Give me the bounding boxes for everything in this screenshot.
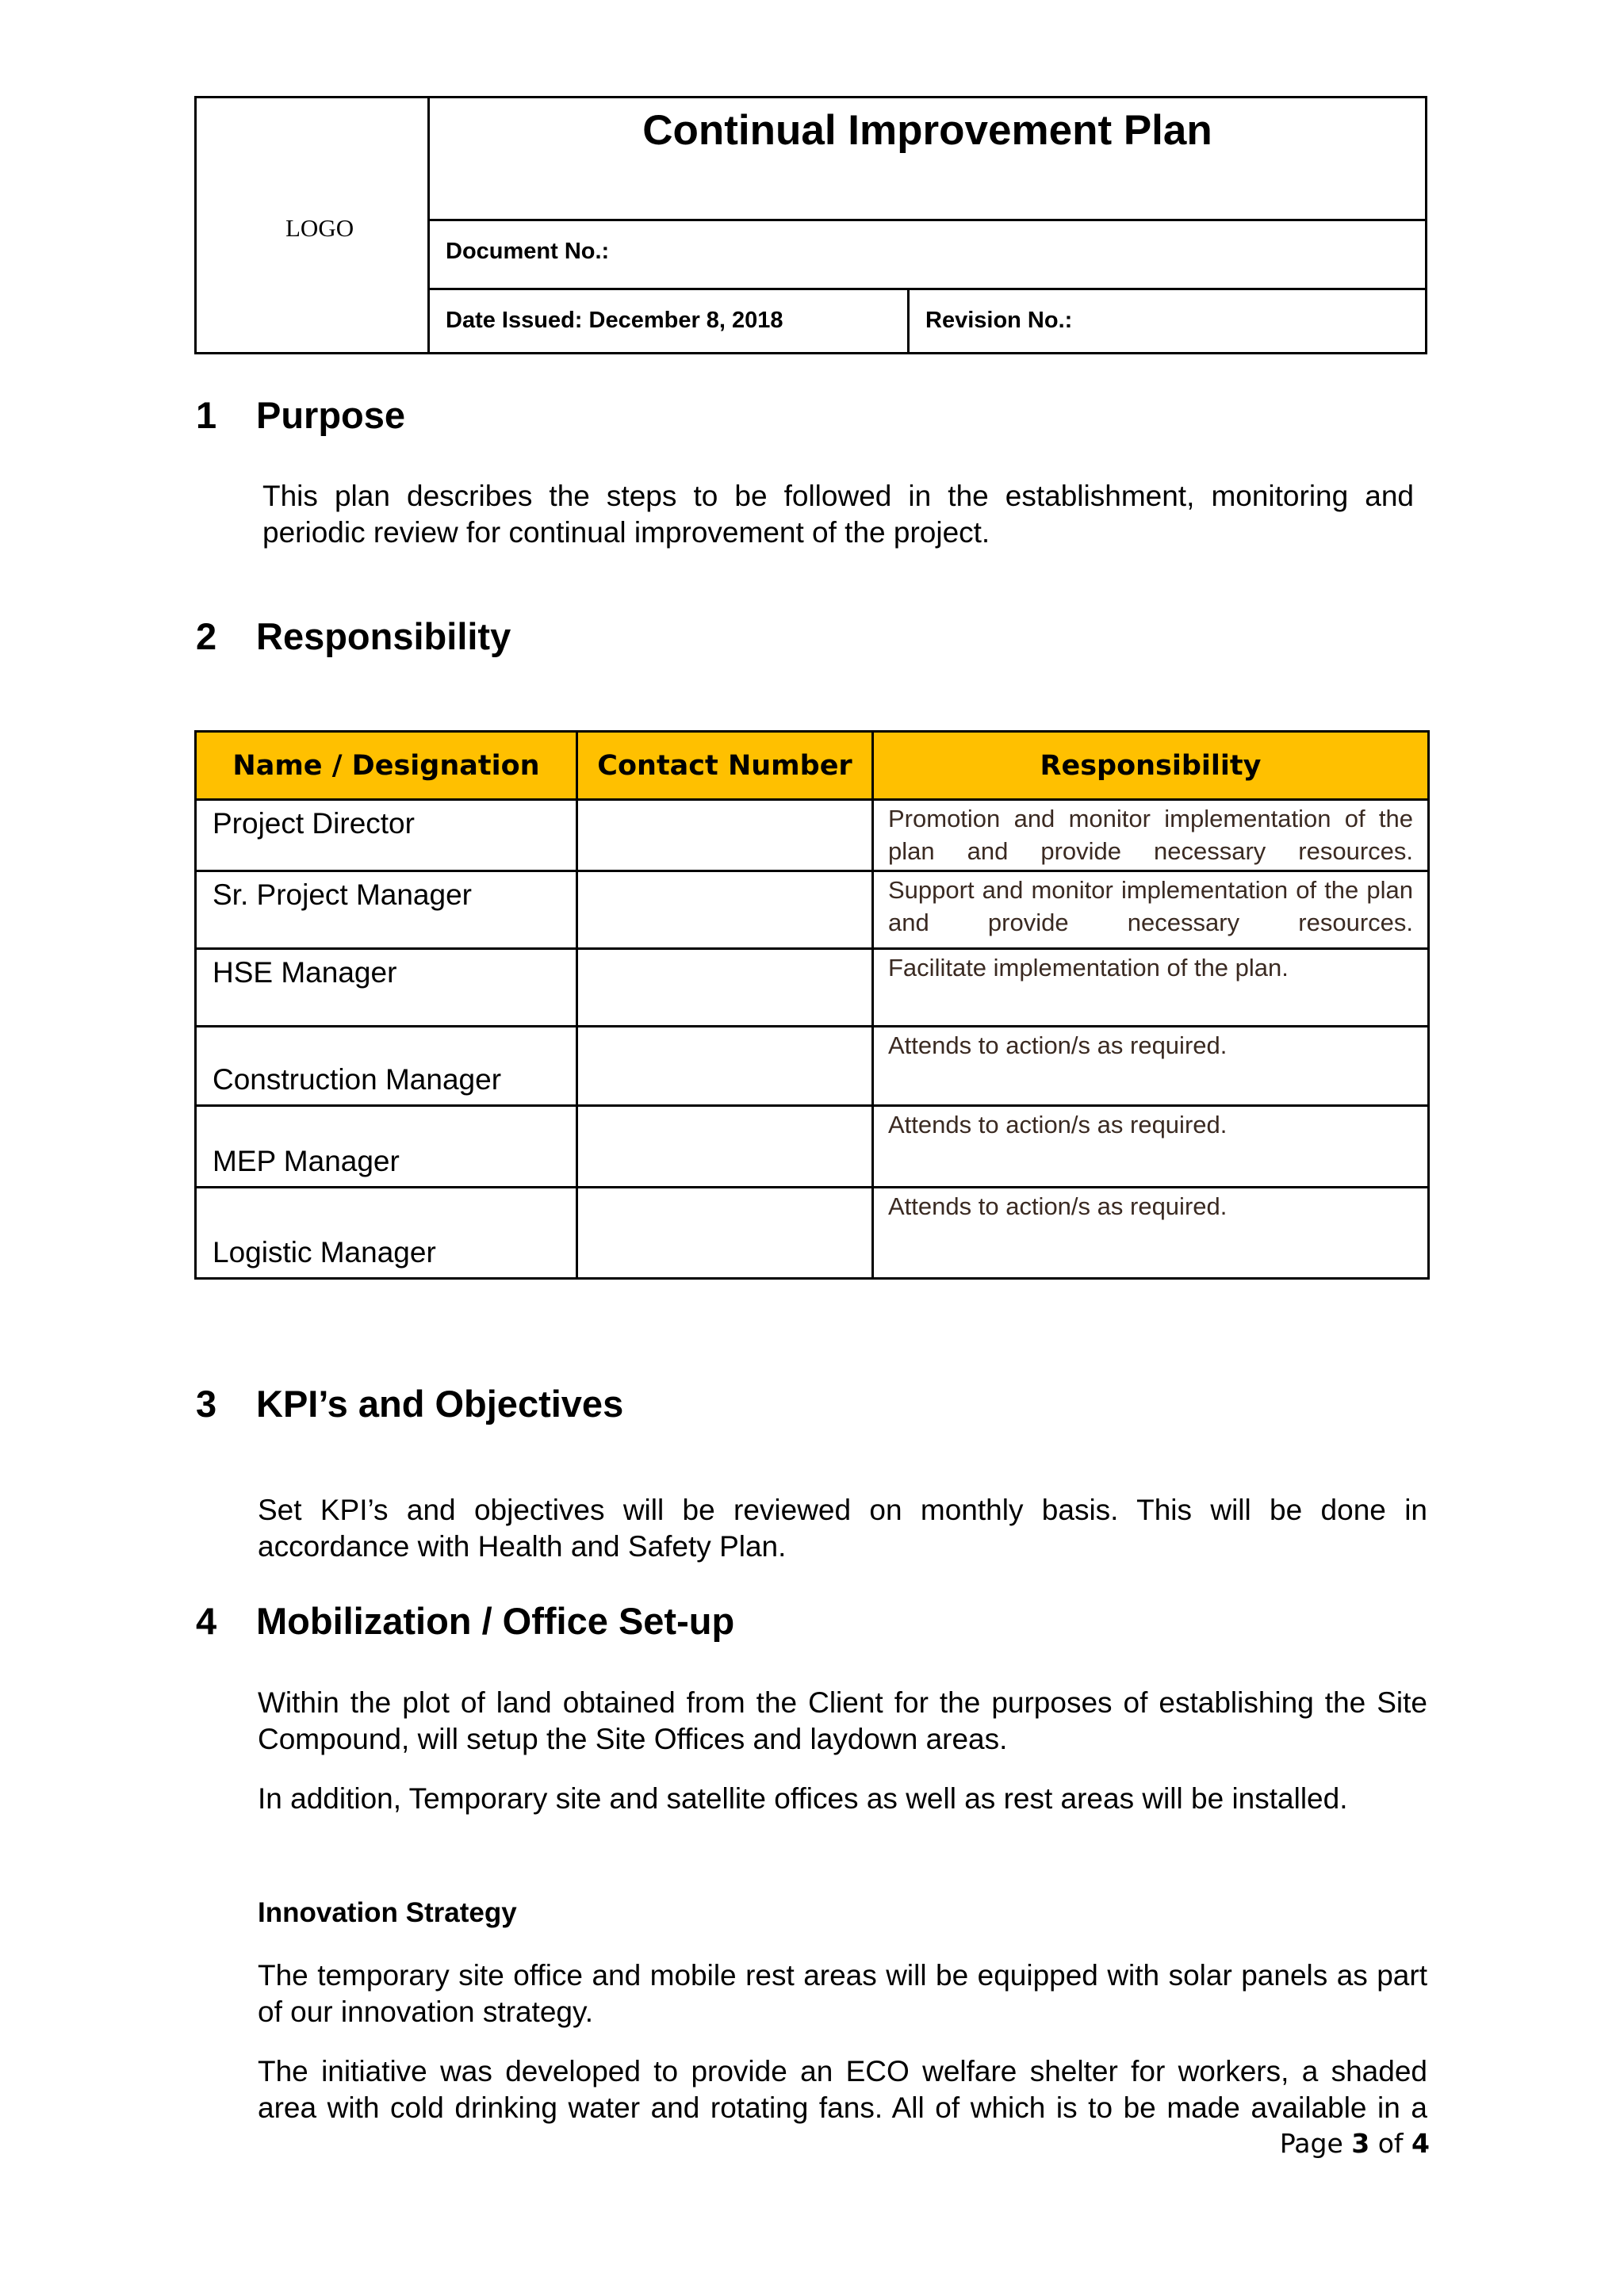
cell-name: Project Director	[196, 800, 577, 871]
page-current: 3	[1351, 2128, 1370, 2159]
cell-responsibility: Facilitate implementation of the plan.	[873, 949, 1429, 1027]
page-footer	[1280, 2128, 1430, 2159]
cell-name: MEP Manager	[196, 1106, 577, 1188]
logo-cell	[197, 98, 430, 352]
responsibility-table	[194, 730, 1430, 1280]
section-1-number: 1	[196, 394, 217, 436]
section-2-title: Responsibility	[256, 615, 511, 657]
revision-number: Revision No.:	[925, 308, 1073, 333]
cell-contact	[577, 1106, 873, 1188]
cell-responsibility: Attends to action/s as required.	[873, 1188, 1429, 1279]
mobilization-paragraph-2: In addition, Temporary site and satellite offices as well as rest areas will be installed.	[258, 1782, 1348, 1815]
table-header-row	[196, 732, 1429, 800]
cell-responsibility: Support and monitor implementation of the plan and provide necessary resources.	[873, 871, 1429, 949]
cell-name: Sr. Project Manager	[196, 871, 577, 949]
section-4-number: 4	[196, 1600, 217, 1642]
innovation-strategy-heading: Innovation Strategy	[258, 1897, 517, 1928]
page-total: 4	[1411, 2128, 1430, 2159]
table-row	[196, 871, 1429, 949]
cell-contact	[577, 1188, 873, 1279]
section-3-number: 3	[196, 1383, 217, 1425]
cell-name: HSE Manager	[196, 949, 577, 1027]
cell-contact	[577, 800, 873, 871]
table-row	[196, 800, 1429, 871]
page-word: Page	[1279, 2128, 1343, 2159]
table-row	[196, 949, 1429, 1027]
document-title: Continual Improvement Plan	[430, 98, 1425, 221]
innovation-paragraph-1: The temporary site office and mobile rest areas will be equipped with solar panels as part of our innovation strategy.	[258, 1959, 1427, 2028]
innovation-paragraph-2: The initiative was developed to provide an ECO welfare shelter for workers, a shaded area with cold drinking water and rotating fans. All of which is to be made available in a	[258, 2055, 1427, 2124]
cell-contact	[577, 871, 873, 949]
section-4-title: Mobilization / Office Set-up	[256, 1600, 735, 1642]
column-header-name: Name / Designation	[196, 732, 577, 800]
cell-name: Construction Manager	[196, 1027, 577, 1106]
date-issued: Date Issued: December 8, 2018	[430, 290, 910, 352]
column-header-responsibility: Responsibility	[873, 732, 1429, 800]
logo-placeholder: LOGO	[285, 214, 354, 242]
section-2-number: 2	[196, 615, 217, 657]
of-word: of	[1377, 2128, 1404, 2159]
table-row	[196, 1106, 1429, 1188]
cell-responsibility: Promotion and monitor implementation of the plan and provide necessary resources.	[873, 800, 1429, 871]
cell-responsibility: Attends to action/s as required.	[873, 1027, 1429, 1106]
purpose-text: This plan describes the steps to be followed in the establishment, monitoring and periodic review for continual improvement of the project.	[262, 480, 1414, 549]
section-3-title: KPI’s and Objectives	[256, 1383, 624, 1425]
column-header-contact: Contact Number	[577, 732, 873, 800]
cell-responsibility: Attends to action/s as required.	[873, 1106, 1429, 1188]
cell-name: Logistic Manager	[196, 1188, 577, 1279]
document-number: Document No.:	[430, 221, 1425, 290]
document-header	[194, 96, 1427, 354]
cell-contact	[577, 1027, 873, 1106]
table-row	[196, 1188, 1429, 1279]
cell-contact	[577, 949, 873, 1027]
table-row	[196, 1027, 1429, 1106]
mobilization-paragraph-1: Within the plot of land obtained from the Client for the purposes of establishing the Site Compound, will setup the Site Offices and laydown areas.	[258, 1686, 1427, 1755]
kpi-text: Set KPI’s and objectives will be reviewed on monthly basis. This will be done in accordance with Health and Safety Plan.	[258, 1494, 1427, 1563]
section-1-title: Purpose	[256, 394, 406, 436]
